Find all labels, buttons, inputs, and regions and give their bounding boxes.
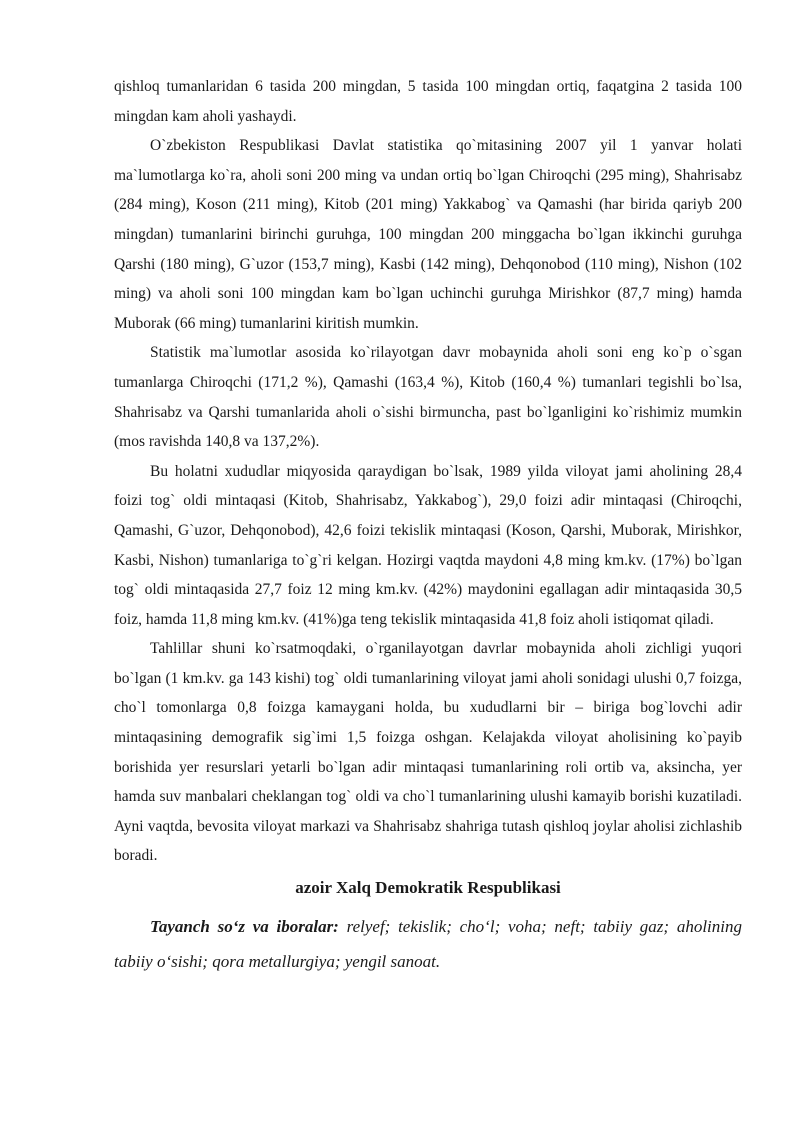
keywords-paragraph — [114, 903, 742, 979]
paragraph-population-growth: Statistik ma`lumotlar asosida ko`rilayotgan davr mobaynida aholi soni eng ko`p o`sgan tumanlarga Chiroqchi (171,2 %), Qamashi (163,4 %), Kitob (160,4 %) tumanlari tegishli bo`lsa, Shahrisabz va Qarshi tumanlarida aholi o`sishi birmuncha, past bo`lganligini ko`rishimiz mumkin (mos ravishda 140,8 va 137,2%). — [114, 344, 742, 451]
paragraph-analysis: Tahlillar shuni ko`rsatmoqdaki, o`rganilayotgan davrlar mobaynida aholi zichligi yuqori bo`lgan (1 km.kv. ga 143 kishi) tog` oldi tumanlarining viloyat jami aholi sonidagi ulushi 0,7 foizga, cho`l tomonlarga 0,8 foizga kamaygani holda, bu xududlarni bir – biriga bog`lovchi adir mintaqasining demografik sig`imi 1,5 foizga oshgan. Kelajakda viloyat aholisining ko`payib borishida yer resurslari yetarli bo`lgan adir mintaqasi tumanlarining roli ortib va, aksincha, yer hamda suv manbalari cheklangan tog` oldi va cho`l tumanlarining ulushi kamayib borishi kuzatiladi. Ayni vaqtda, bevosita viloyat markazi va Shahrisabz shahriga tutash qishloq joylar aholisi zichlashib boradi. — [114, 640, 742, 865]
keywords-list: relyef; tekislik; cho‘l; voha; neft; tabiiy gaz; aholining tabiiy o‘sishi; qora metallurgiya; yengil sanoat. — [114, 917, 742, 972]
paragraph-regional-distribution: Bu holatni xududlar miqyosida qaraydigan bo`lsak, 1989 yilda viloyat jami aholining 28,4 foizi tog` oldi mintaqasi (Kitob, Shahrisabz, Yakkabog`), 29,0 foizi adir mintaqasi (Chiroqchi, Qamashi, G`uzor, Dehqonobod), 42,6 foizi tekislik mintaqasi (Koson, Qarshi, Muborak, Mirishkor, Kasbi, Nishon) tumanlariga to`g`ri kelgan. Hozirgi vaqtda maydoni 4,8 ming km.kv. (17%) bo`lgan tog` oldi mintaqasida 27,7 foiz 12 ming km.kv. (42%) maydonini egallagan adir mintaqasida 30,5 foiz, hamda 11,8 ming km.kv. (41%)ga teng tekislik mintaqasida 41,8 foiz aholi istiqomat qiladi. — [114, 462, 742, 628]
paragraph-district-groups: O`zbekiston Respublikasi Davlat statistika qo`mitasining 2007 yil 1 yanvar holati ma`lumotlarga ko`ra, aholi soni 200 ming va undan ortiq bo`lgan Chiroqchi (295 ming), Shahrisabz (284 ming), Koson (211 ming), Kitob (201 ming) Yakkabog` va Qamashi (har birida qariyb 200 mingdan) tumanlarini birinchi guruhga, 100 mingdan 200 minggacha bo`lgan ikkinchi guruhga Qarshi (180 ming), G`uzor (153,7 ming), Kasbi (142 ming), Dehqonobod (110 ming), Nishon (102 ming) va aholi soni 100 mingdan kam bo`lgan uchinchi guruhga Mirishkor (87,7 ming) hamda Muborak (66 ming) tumanlarini kiritish mumkin. — [114, 137, 742, 332]
keywords-label: Tayanch so‘z va iboralar: — [150, 917, 339, 937]
paragraph-continuation: qishloq tumanlaridan 6 tasida 200 mingdan, 5 tasida 100 mingdan ortiq, faqatgina 2 tasida 100 mingdan kam aholi yashaydi. — [114, 78, 742, 125]
document-page — [114, 72, 742, 979]
section-heading: azoir Xalq Demokratik Respublikasi — [295, 878, 561, 898]
